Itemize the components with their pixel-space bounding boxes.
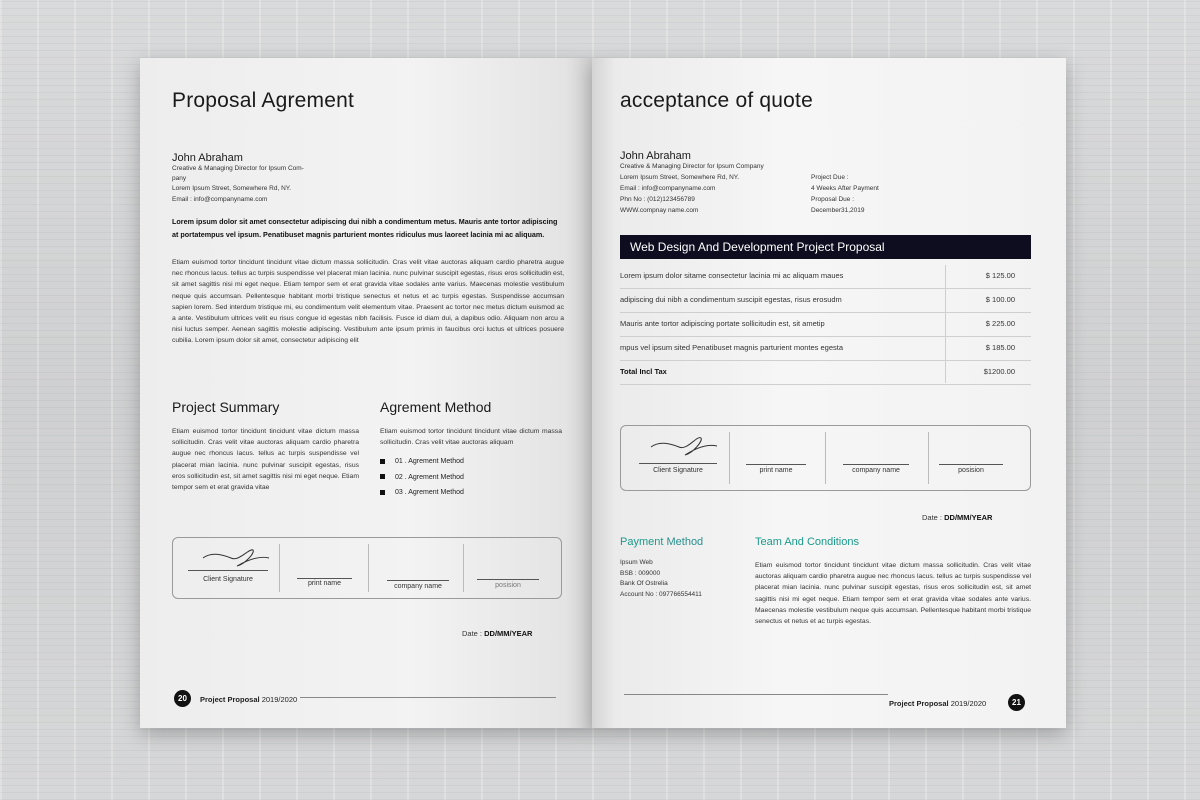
footer-title: Project Proposal 2019/2020 — [889, 699, 987, 708]
bullet-icon — [380, 459, 385, 464]
total-amount: $1200.00 — [983, 367, 1015, 376]
open-brochure — [140, 58, 1066, 728]
right-page — [592, 58, 1066, 728]
contact-email: Email : info@companyname.com — [172, 196, 268, 203]
project-summary-text: Etiam euismod tortor tincidunt tincidunt vitae dictum massa sollicitudin. Cras velit vitae auctoras aliquam cardio pharetra augue nec rhoncus lacus. tellus ac turpis suspendisse vel placerat mian lacinia. nunc pulvinar suscipit egestas, risus eros sollicitudin est, sit amet sagittis nisi mi eget neque. Etiam tempor sem et erat gravida vitae — [172, 428, 359, 492]
sig-label-company: company name — [394, 583, 442, 590]
payment-details: Ipsum Web BSB : 009000 Bank Of Ostrelia Account No : 097766554411 — [620, 559, 702, 598]
quote-row-desc: mpus vel ipsum sited Penatibuset magnis parturient montes egesta — [620, 343, 844, 352]
signature-scribble — [649, 431, 719, 457]
contact-role: Creative & Managing Director for Ipsum Com- — [172, 165, 304, 172]
proposal-due-label: Proposal Due : — [811, 196, 854, 203]
contact-website: WWW.compnay name.com — [620, 207, 699, 214]
sig-label-position: posision — [958, 467, 984, 474]
project-due-label: Project Due : — [811, 174, 849, 181]
proposal-due-value: December31,2019 — [811, 207, 865, 214]
agreement-method-list — [380, 454, 464, 501]
intro-paragraph: Lorem ipsum dolor sit amet consectetur adipiscing dui nibh a condimentum metus. Mauris ante tortor adipiscing at portatempus vel ipsum. Penatibuset magnis parturient montes ridiculus mus laoreet lacinia mi ac aliquam. — [172, 217, 558, 239]
body-paragraph: Etiam euismod tortor tincidunt tincidunt vitae dictum massa sollicitudin. Cras velit vitae auctoras aliquam cardio pharetra augue nec rhoncus lacus. tellus ac turpis suspendisse vel placerat mian lacinia. nunc pulvinar suscipit egestas, risus eros sollicitudin est, sit amet sagittis nisi mi eget neque. Etiam tempor sem et erat gravida vitae sodales ante varius. Maecenas molestie vestibulum neque quis accumsan. Pellentesque habitant morbi tristique senectus et netus et ac turpis egestas. Suspendisse accumsan sapien lorem. Sed interdum tristique mi, eu condimentum velit elementum vitae. Praesent ac tortor nec metus dictum euismod ac a ante. Vestibulum ultrices velit eu risus congue id egestas nibh facilisis. Fusce id diam dui, a dapibus odio. Aliquam non arcu a nisi luctus semper. Aenean sagittis molestie adipiscing. Vestibulum ante ipsum primis in faucibus orci luctus et ultrices posuere cubilia. Lorem ipsum dolor sit amet, consectetur adipiscing elit — [172, 259, 564, 345]
contact-phone: Phn No : (012)123456789 — [620, 196, 695, 203]
date-field: Date : DD/MM/YEAR — [922, 513, 993, 522]
signature-box — [172, 537, 562, 599]
contact-role: Creative & Managing Director for Ipsum Company — [620, 163, 764, 170]
signature-scribble — [201, 544, 271, 570]
sig-label-print: print name — [759, 467, 793, 474]
contact-name: John Abraham — [620, 150, 691, 162]
contact-email: Email : info@companyname.com — [620, 185, 716, 192]
quote-row-desc: adipiscing dui nibh a condimentum suscipit egestas, risus erosudm — [620, 295, 842, 304]
footer-title: Project Proposal 2019/2020 — [200, 695, 298, 704]
page-number: 21 — [1008, 694, 1025, 711]
quote-row-desc: Mauris ante tortor adipiscing portate sollicitudin est, sit ametip — [620, 319, 825, 328]
sig-label-company: company name — [852, 467, 900, 474]
list-item: 03 . Agrement Method — [380, 485, 464, 501]
signature-box — [620, 425, 1031, 491]
contact-name: John Abraham — [172, 152, 243, 164]
page-number: 20 — [174, 690, 191, 707]
bullet-icon — [380, 490, 385, 495]
sig-label-print: print name — [307, 580, 342, 587]
quote-row-amount: $ 185.00 — [985, 343, 1015, 352]
contact-address: Lorem Ipsum Street, Somewhere Rd, NY. — [172, 185, 292, 192]
quote-row-desc: Lorem ipsum dolor sitame consectetur lacinia mi ac aliquam maues — [620, 271, 844, 280]
date-field: Date : DD/MM/YEAR — [462, 629, 533, 638]
sig-label-position: posision — [495, 582, 521, 589]
contact-role-cont: pany — [172, 175, 187, 182]
payment-method-title: Payment Method — [620, 536, 704, 548]
terms-title: Team And Conditions — [755, 536, 859, 548]
contact-address: Lorem Ipsum Street, Somewhere Rd, NY. — [620, 174, 740, 181]
quote-table — [620, 265, 1031, 385]
agreement-method-text: Etiam euismod tortor tincidunt tincidunt vitae dictum massa sollicitudin. Cras velit vitae auctoras aliquam — [380, 428, 562, 447]
bullet-icon — [380, 474, 385, 479]
terms-text: Etiam euismod tortor tincidunt tincidunt vitae dictum massa sollicitudin. Cras velit vitae auctoras aliquam cardio pharetra augue nec rhoncus lacus. tellus ac turpis suspendisse vel placerat mian lacinia. nunc pulvinar suscipit egestas, risus eros sollicitudin est, sit amet sagittis nisi mi eget neque. Etiam tempor sem et erat gravida vitae sodales ante varius. Maecenas molestie vestibulum neque quis accumsan. Pellentesque habitant morbi tristique senectus et netus et ac turpis egestas. — [755, 562, 1031, 626]
sig-label-client: Client Signature — [203, 576, 253, 583]
agreement-method-title: Agrement Method — [380, 399, 492, 415]
proposal-banner: Web Design And Development Project Proposal — [620, 235, 1031, 259]
left-page — [140, 58, 592, 728]
project-due-value: 4 Weeks After Payment — [811, 185, 879, 192]
list-item: 02 . Agrement Method — [380, 470, 464, 486]
sig-label-client: Client Signature — [653, 467, 703, 474]
page-title: acceptance of quote — [620, 89, 813, 112]
quote-row-amount: $ 100.00 — [985, 295, 1015, 304]
page-title: Proposal Agrement — [172, 89, 355, 112]
list-item: 01 . Agrement Method — [380, 454, 464, 470]
project-summary-title: Project Summary — [172, 399, 280, 415]
total-label: Total Incl Tax — [620, 367, 667, 376]
quote-row-amount: $ 225.00 — [985, 319, 1015, 328]
quote-row-amount: $ 125.00 — [985, 271, 1015, 280]
